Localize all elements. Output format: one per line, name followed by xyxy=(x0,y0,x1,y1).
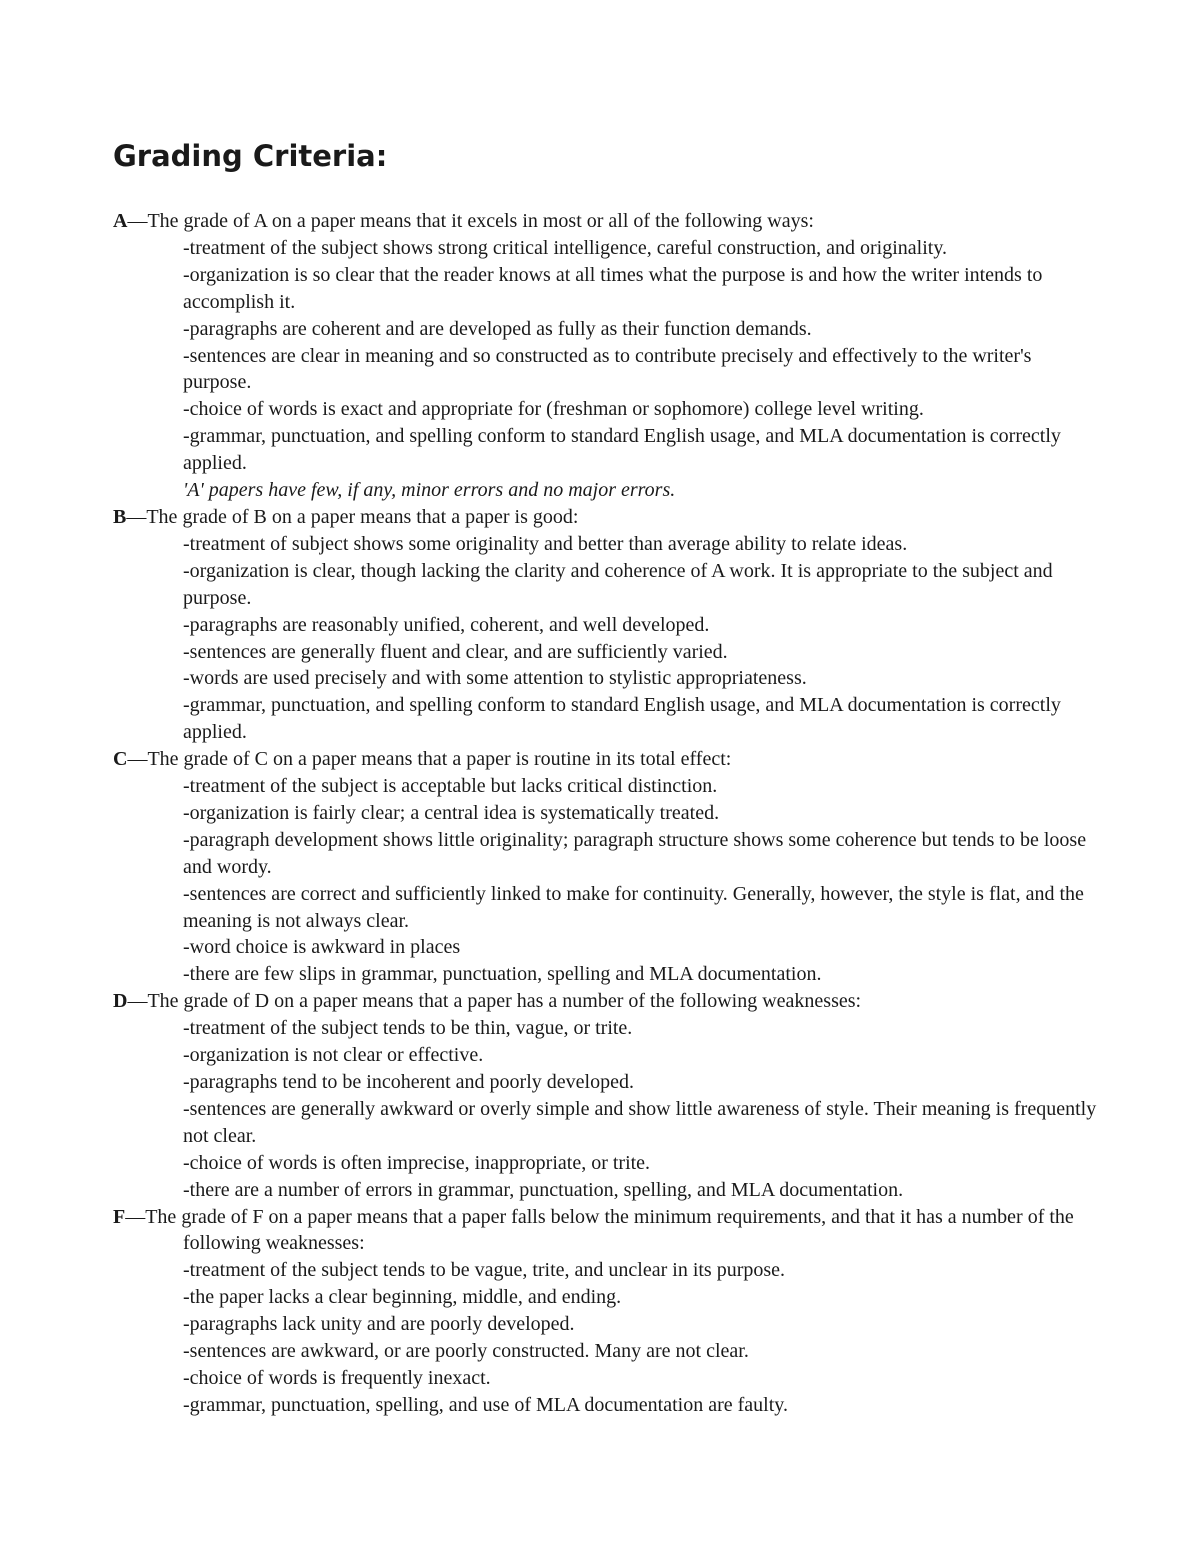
list-item: -grammar, punctuation, spelling, and use of MLA documentation are faulty. xyxy=(183,1393,788,1416)
list-item: -there are a number of errors in grammar, punctuation, spelling, and MLA documentation. xyxy=(183,1178,904,1201)
grade-letter: D xyxy=(113,990,128,1013)
list-item: -grammar, punctuation, and spelling conform to standard English usage, and MLA documentation is correctly applied. xyxy=(183,425,1061,475)
list-item: -organization is clear, though lacking the clarity and coherence of A work. It is appropriate to the subject and purpose. xyxy=(183,559,1053,609)
grade-section-c xyxy=(113,746,1103,988)
list-item: -treatment of the subject shows strong critical intelligence, careful construction, and originality. xyxy=(183,236,948,259)
list-item: -sentences are clear in meaning and so constructed as to contribute precisely and effectively to the writer's purpose. xyxy=(183,344,1032,394)
document-page xyxy=(113,138,1103,1419)
grade-intro-text: —The grade of F on a paper means that a paper falls below the minimum requirements, and that it has a number of the following weaknesses: xyxy=(125,1205,1074,1255)
list-item: -words are used precisely and with some attention to stylistic appropriateness. xyxy=(183,667,807,690)
list-item: -treatment of subject shows some originality and better than average ability to relate ideas. xyxy=(183,532,908,555)
list-item: -choice of words is exact and appropriate for (freshman or sophomore) college level writing. xyxy=(183,398,924,421)
list-item: -treatment of the subject tends to be thin, vague, or trite. xyxy=(183,1017,633,1040)
grade-intro xyxy=(113,1204,1103,1258)
list-item: -organization is fairly clear; a central idea is systematically treated. xyxy=(183,801,720,824)
criteria-list xyxy=(113,1257,1103,1418)
grade-section-f xyxy=(113,1204,1103,1419)
list-item: -treatment of the subject is acceptable but lacks critical distinction. xyxy=(183,775,718,798)
grade-note: 'A' papers have few, if any, minor errors and no major errors. xyxy=(183,479,676,502)
grade-letter: B xyxy=(113,505,127,528)
list-item: -sentences are generally fluent and clear, and are sufficiently varied. xyxy=(183,640,728,663)
list-item: -paragraph development shows little originality; paragraph structure shows some coherence but tends to be loose and wordy. xyxy=(183,828,1087,878)
list-item: -organization is not clear or effective. xyxy=(183,1044,484,1067)
grade-letter: C xyxy=(113,748,128,771)
grade-intro xyxy=(113,746,1103,773)
grade-intro-text: —The grade of B on a paper means that a paper is good: xyxy=(126,505,579,528)
list-item: -paragraphs tend to be incoherent and poorly developed. xyxy=(183,1071,634,1093)
grade-intro xyxy=(113,504,1103,531)
list-item: -the paper lacks a clear beginning, middle, and ending. xyxy=(183,1286,622,1309)
grade-section-a xyxy=(113,208,1103,504)
grade-letter: F xyxy=(113,1205,126,1228)
grade-letter: A xyxy=(113,210,128,232)
list-item: -sentences are generally awkward or overly simple and show little awareness of style. Their meaning is frequently not clear. xyxy=(183,1097,1097,1147)
grade-intro-text: —The grade of A on a paper means that it excels in most or all of the following ways: xyxy=(127,210,814,232)
list-item: -paragraphs are reasonably unified, coherent, and well developed. xyxy=(183,613,710,636)
list-item: -there are few slips in grammar, punctuation, spelling and MLA documentation. xyxy=(183,963,822,986)
grade-intro xyxy=(113,988,1103,1015)
grade-intro-text: —The grade of D on a paper means that a paper has a number of the following weaknesses: xyxy=(127,990,862,1013)
list-item: -paragraphs are coherent and are developed as fully as their function demands. xyxy=(183,317,812,340)
list-item: -organization is so clear that the reader knows at all times what the purpose is and how the writer intends to accomplish it. xyxy=(183,263,1043,313)
criteria-list xyxy=(113,235,1103,504)
grade-intro-text: —The grade of C on a paper means that a paper is routine in its total effect: xyxy=(127,748,732,771)
criteria-list xyxy=(113,773,1103,988)
list-item: -treatment of the subject tends to be vague, trite, and unclear in its purpose. xyxy=(183,1259,786,1282)
list-item: -choice of words is frequently inexact. xyxy=(183,1366,491,1389)
grade-intro xyxy=(113,208,1103,235)
grade-section-b xyxy=(113,504,1103,746)
criteria-list xyxy=(113,1015,1103,1203)
criteria-list xyxy=(113,531,1103,746)
list-item: -paragraphs lack unity and are poorly developed. xyxy=(183,1313,575,1336)
list-item: -sentences are awkward, or are poorly constructed. Many are not clear. xyxy=(183,1340,749,1363)
list-item: -word choice is awkward in places xyxy=(183,936,461,959)
list-item: -sentences are correct and sufficiently linked to make for continuity. Generally, however, the style is flat, and the meaning is not always clear. xyxy=(183,882,1084,932)
list-item: -grammar, punctuation, and spelling conform to standard English usage, and MLA documentation is correctly applied. xyxy=(183,694,1061,744)
grade-section-d xyxy=(113,988,1103,1203)
page-title: Grading Criteria: xyxy=(113,139,388,173)
list-item: -choice of words is often imprecise, inappropriate, or trite. xyxy=(183,1151,651,1174)
